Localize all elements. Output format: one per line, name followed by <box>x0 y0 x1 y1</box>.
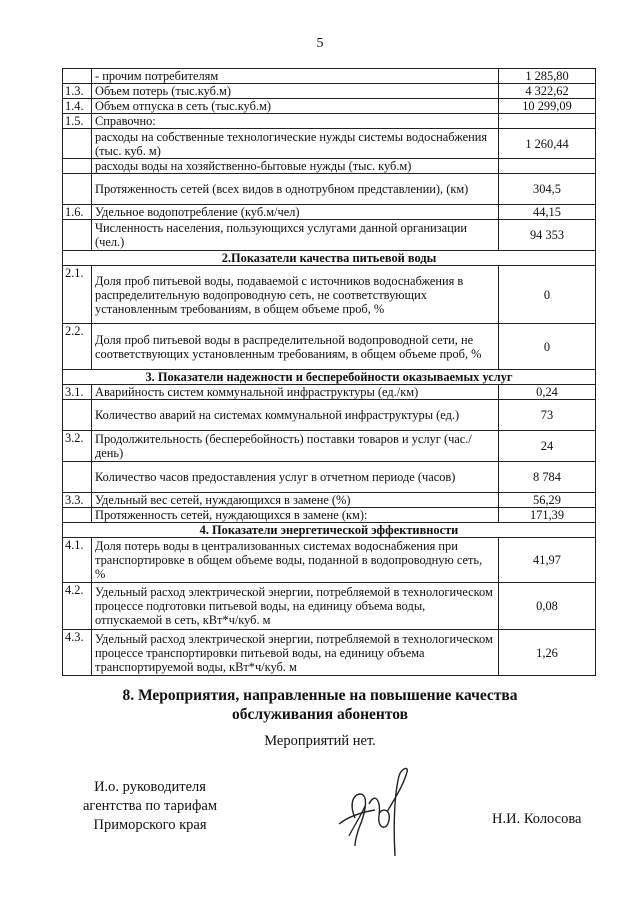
table-row <box>63 324 596 370</box>
row-description: Удельный вес сетей, нуждающихся в замене (%) <box>92 493 499 508</box>
row-value: 8 784 <box>499 462 596 493</box>
row-description: Удельный расход электрической энергии, потребляемой в технологическом процессе подготовки питьевой воды, на единицу объема воды, отпускаемой в сеть, кВт*ч/куб. м <box>92 583 499 630</box>
page-number: 5 <box>316 36 324 51</box>
row-description: Протяженность сетей (всех видов в однотрубном представлении), (км) <box>92 174 499 205</box>
row-description: Продолжительность (бесперебойность) поставки товаров и услуг (час./день) <box>92 431 499 462</box>
table-row <box>63 69 596 84</box>
row-description: Аварийность систем коммунальной инфраструктуры (ед./км) <box>92 385 499 400</box>
table-row <box>63 159 596 174</box>
table-row <box>63 630 596 676</box>
row-value: 171,39 <box>499 508 596 523</box>
row-description: Количество часов предоставления услуг в отчетном периоде (часов) <box>92 462 499 493</box>
row-description: Доля потерь воды в централизованных системах водоснабжения при транспортировке в общем объеме воды, поданной в водопроводную сеть, % <box>92 538 499 583</box>
row-description: Справочно: <box>92 114 499 129</box>
table-row <box>63 508 596 523</box>
table-row <box>63 462 596 493</box>
row-number: 2.1. <box>63 266 92 324</box>
row-description: Протяженность сетей, нуждающихся в замене (км): <box>92 508 499 523</box>
row-number <box>63 69 92 84</box>
row-value: 1 285,80 <box>499 69 596 84</box>
signer-title <box>80 778 220 835</box>
row-number <box>63 174 92 205</box>
table-row <box>63 583 596 630</box>
row-number <box>63 400 92 431</box>
row-number: 3.2. <box>63 431 92 462</box>
section-row <box>63 523 596 538</box>
row-value: 304,5 <box>499 174 596 205</box>
table-row <box>63 174 596 205</box>
row-description: Объем потерь (тыс.куб.м) <box>92 84 499 99</box>
table-row <box>63 266 596 324</box>
row-description: Удельный расход электрической энергии, потребляемой в технологическом процессе транспортировки питьевой воды, на единицу объема транспортируемой воды, кВт*ч/куб. м <box>92 630 499 676</box>
row-number: 4.3. <box>63 630 92 676</box>
row-description: расходы на собственные технологические нужды системы водоснабжения (тыс. куб. м) <box>92 129 499 159</box>
row-description: - прочим потребителям <box>92 69 499 84</box>
row-description: расходы воды на хозяйственно-бытовые нужды (тыс. куб.м) <box>92 159 499 174</box>
row-description: Численность населения, пользующихся услугами данной организации (чел.) <box>92 220 499 251</box>
row-number <box>63 129 92 159</box>
section-8-heading-line1: 8. Мероприятия, направленные на повышение качества <box>122 687 518 704</box>
row-number: 1.6. <box>63 205 92 220</box>
table-row <box>63 129 596 159</box>
signer-name: Н.И. Колосова <box>492 811 582 827</box>
signer-title-line3: Приморского края <box>93 817 207 833</box>
row-description: Удельное водопотребление (куб.м/чел) <box>92 205 499 220</box>
row-description: Доля проб питьевой воды, подаваемой с источников водоснабжения в распределительную водопроводную сеть, не соответствующих установленным требованиям, в общем объеме проб, % <box>92 266 499 324</box>
row-number <box>63 508 92 523</box>
row-number <box>63 220 92 251</box>
section-8-heading <box>0 686 640 724</box>
row-value: 0,24 <box>499 385 596 400</box>
section-8-heading-line2: обслуживания абонентов <box>232 706 408 723</box>
row-value: 10 299,09 <box>499 99 596 114</box>
row-number <box>63 462 92 493</box>
row-description: Доля проб питьевой воды в распределительной водопроводной сети, не соответствующих установленным требованиям, в общем объеме проб, % <box>92 324 499 370</box>
row-description: Объем отпуска в сеть (тыс.куб.м) <box>92 99 499 114</box>
row-number: 4.1. <box>63 538 92 583</box>
table-row <box>63 220 596 251</box>
row-number: 3.1. <box>63 385 92 400</box>
row-value: 94 353 <box>499 220 596 251</box>
table-row <box>63 84 596 99</box>
row-value: 56,29 <box>499 493 596 508</box>
row-value: 44,15 <box>499 205 596 220</box>
row-number: 4.2. <box>63 583 92 630</box>
table-row <box>63 493 596 508</box>
row-value: 0,08 <box>499 583 596 630</box>
table-row <box>63 400 596 431</box>
table-row <box>63 538 596 583</box>
row-description: Количество аварий на системах коммунальной инфраструктуры (ед.) <box>92 400 499 431</box>
indicators-table <box>62 68 596 676</box>
signer-title-line2: агентства по тарифам <box>83 798 217 814</box>
table-row <box>63 431 596 462</box>
row-number: 1.4. <box>63 99 92 114</box>
section-heading: 2.Показатели качества питьевой воды <box>63 251 596 266</box>
row-number: 1.5. <box>63 114 92 129</box>
section-heading: 4. Показатели энергетической эффективности <box>63 523 596 538</box>
row-number: 1.3. <box>63 84 92 99</box>
handwritten-signature <box>325 760 415 860</box>
row-number: 3.3. <box>63 493 92 508</box>
section-row <box>63 251 596 266</box>
row-value: 1,26 <box>499 630 596 676</box>
row-number <box>63 159 92 174</box>
section-row <box>63 370 596 385</box>
table-row <box>63 205 596 220</box>
row-value: 0 <box>499 266 596 324</box>
row-value <box>499 159 596 174</box>
table-row <box>63 99 596 114</box>
row-value: 24 <box>499 431 596 462</box>
section-heading: 3. Показатели надежности и бесперебойности оказываемых услуг <box>63 370 596 385</box>
signer-title-line1: И.о. руководителя <box>94 779 206 795</box>
row-value: 73 <box>499 400 596 431</box>
row-value: 1 260,44 <box>499 129 596 159</box>
row-value: 41,97 <box>499 538 596 583</box>
row-value: 4 322,62 <box>499 84 596 99</box>
table-row <box>63 385 596 400</box>
no-measures-text: Мероприятий нет. <box>264 733 376 749</box>
table-row <box>63 114 596 129</box>
row-number: 2.2. <box>63 324 92 370</box>
row-value: 0 <box>499 324 596 370</box>
row-value <box>499 114 596 129</box>
